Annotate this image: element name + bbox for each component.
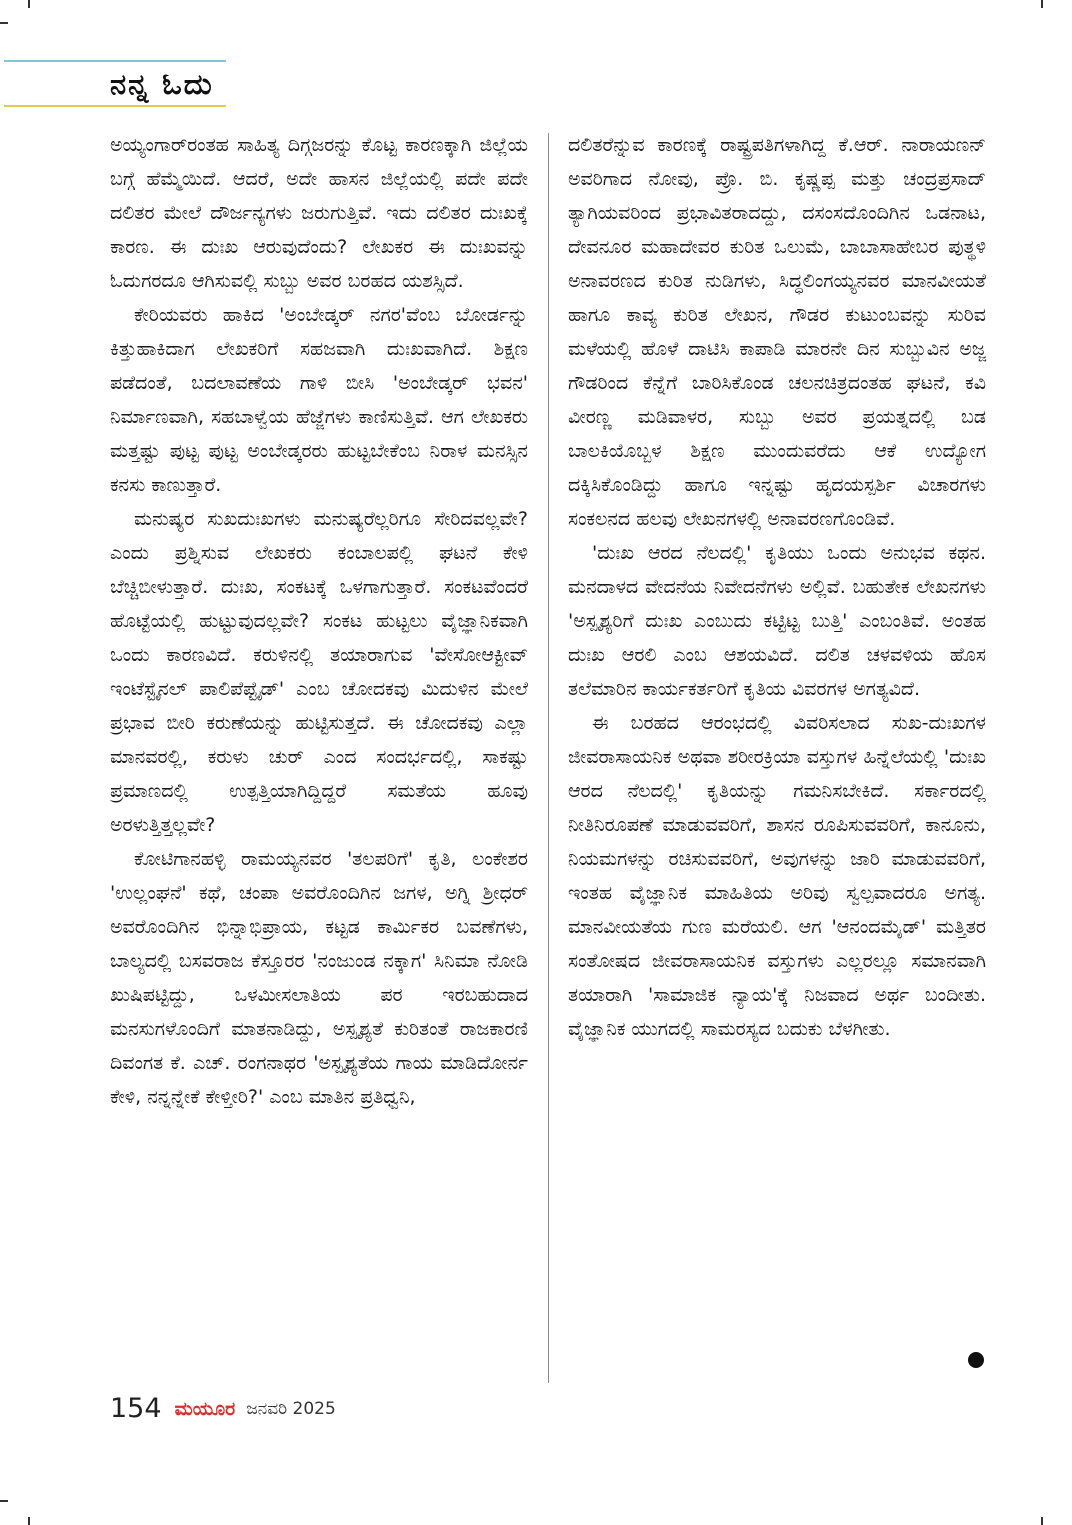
header-rule-bottom [4, 105, 226, 107]
end-of-article-icon [968, 1352, 984, 1368]
header-rule-top [4, 60, 226, 62]
paragraph: ಈ ಬರಹದ ಆರಂಭದಲ್ಲಿ ವಿವರಿಸಲಾದ ಸುಖ-ದುಃಖಗಳ ಜೀವರಾಸಾಯನಿಕ ಅಥವಾ ಶರೀರಕ್ರಿಯಾ ವಸ್ತುಗಳ ಹಿನ್ನೆಲೆಯಲ್ಲಿ 'ದುಃಖ ಆರದ ನೆಲದಲ್ಲಿ' ಕೃತಿಯನ್ನು ಗಮನಿಸಬೇಕಿದೆ. ಸರ್ಕಾರದಲ್ಲಿ ನೀತಿನಿರೂಪಣೆ ಮಾಡುವವರಿಗೆ, ಶಾಸನ ರೂಪಿಸುವವರಿಗೆ, ಕಾನೂನು, ನಿಯಮಗಳನ್ನು ರಚಿಸುವವರಿಗೆ, ಅವುಗಳನ್ನು ಜಾರಿ ಮಾಡುವವರಿಗೆ, ಇಂತಹ ವೈಜ್ಞಾನಿಕ ಮಾಹಿತಿಯ ಅರಿವು ಸ್ವಲ್ಪವಾದರೂ ಅಗತ್ಯ. ಮಾನವೀಯತೆಯ ಗುಣ ಮರೆಯಲಿ. ಆಗ 'ಆನಂದಮೈಡ್' ಮತ್ತಿತರ ಸಂತೋಷದ ಜೀವರಾಸಾಯನಿಕ ವಸ್ತುಗಳು ಎಲ್ಲರಲ್ಲೂ ಸಮಾನವಾಗಿ ತಯಾರಾಗಿ 'ಸಾಮಾಜಿಕ ನ್ಯಾಯ'ಕ್ಕೆ ನಿಜವಾದ ಅರ್ಥ ಬಂದೀತು. ವೈಜ್ಞಾನಿಕ ಯುಗದಲ್ಲಿ ಸಾಮರಸ್ಯದ ಬದುಕು ಬೆಳಗೀತು. [568, 712, 986, 1040]
paragraph: ಕೋಟಿಗಾನಹಳ್ಳಿ ರಾಮಯ್ಯನವರ 'ತಲಪರಿಗೆ' ಕೃತಿ, ಲಂಕೇಶರ 'ಉಲ್ಲಂಘನೆ' ಕಥೆ, ಚಂಪಾ ಅವರೊಂದಿಗಿನ ಜಗಳ, ಅಗ್ನಿ ಶ್ರೀಧರ್ ಅವರೊಂದಿಗಿನ ಭಿನ್ನಾಭಿಪ್ರಾಯ, ಕಟ್ಟಡ ಕಾರ್ಮಿಕರ ಬವಣೆಗಳು, ಬಾಲ್ಯದಲ್ಲಿ ಬಸವರಾಜ ಕೆಸ್ತೂರರ 'ನಂಜುಂಡ ನಕ್ಕಾಗ' ಸಿನಿಮಾ ನೋಡಿ ಖುಷಿಪಟ್ಟಿದ್ದು, ಒಳಮೀಸಲಾತಿಯ ಪರ ಇರಬಹುದಾದ ಮನಸುಗಳೊಂದಿಗೆ ಮಾತನಾಡಿದ್ದು, ಅಸ್ಪೃಶ್ಯತೆ ಕುರಿತಂತೆ ರಾಜಕಾರಣಿ ದಿವಂಗತ ಕೆ. ಎಚ್. ರಂಗನಾಥರ 'ಅಸ್ಪೃಶ್ಯತೆಯ ಗಾಯ ಮಾಡಿದೋರ್ನ ಕೇಳಿ, ನನ್ನನ್ನೇಕೆ ಕೇಳ್ತೀರಿ?' ಎಂಬ ಮಾತಿನ ಪ್ರತಿಧ್ವನಿ, [110, 848, 528, 1108]
right-column [568, 128, 986, 1046]
left-column [110, 128, 528, 1114]
crop-mark [28, 1517, 30, 1525]
crop-mark [0, 1500, 8, 1502]
column-divider [548, 133, 549, 1383]
crop-mark [1041, 0, 1043, 8]
paragraph: ದಲಿತರೆನ್ನುವ ಕಾರಣಕ್ಕೆ ರಾಷ್ಟ್ರಪತಿಗಳಾಗಿದ್ದ ಕೆ.ಆರ್. ನಾರಾಯಣನ್ ಅವರಿಗಾದ ನೋವು, ಪ್ರೊ. ಬಿ. ಕೃಷ್ಣಪ್ಪ ಮತ್ತು ಚಂದ್ರಪ್ರಸಾದ್ ತ್ಯಾಗಿಯವರಿಂದ ಪ್ರಭಾವಿತರಾದದ್ದು, ದಸಂಸದೊಂದಿಗಿನ ಒಡನಾಟ, ದೇವನೂರ ಮಹಾದೇವರ ಕುರಿತ ಒಲುಮೆ, ಬಾಬಾಸಾಹೇಬರ ಪುತ್ಥಳಿ ಅನಾವರಣದ ಕುರಿತ ನುಡಿಗಳು, ಸಿದ್ಧಲಿಂಗಯ್ಯನವರ ಮಾನವೀಯತೆ ಹಾಗೂ ಕಾವ್ಯ ಕುರಿತ ಲೇಖನ, ಗೌಡರ ಕುಟುಂಬವನ್ನು ಸುರಿವ ಮಳೆಯಲ್ಲಿ ಹೊಳೆ ದಾಟಿಸಿ ಕಾಪಾಡಿ ಮಾರನೇ ದಿನ ಸುಬ್ಬುವಿನ ಅಜ್ಜ ಗೌಡರಿಂದ ಕೆನ್ನೆಗೆ ಬಾರಿಸಿಕೊಂಡ ಚಲನಚಿತ್ರದಂತಹ ಘಟನೆ, ಕವಿ ವೀರಣ್ಣ ಮಡಿವಾಳರ, ಸುಬ್ಬು ಅವರ ಪ್ರಯತ್ನದಲ್ಲಿ ಬಡ ಬಾಲಕಿಯೊಬ್ಬಳ ಶಿಕ್ಷಣ ಮುಂದುವರೆದು ಆಕೆ ಉದ್ಯೋಗ ದಕ್ಕಿಸಿಕೊಂಡಿದ್ದು ಹಾಗೂ ಇನ್ನಷ್ಟು ಹೃದಯಸ್ಪರ್ಶಿ ವಿಚಾರಗಳು ಸಂಕಲನದ ಹಲವು ಲೇಖನಗಳಲ್ಲಿ ಅನಾವರಣಗೊಂಡಿವೆ. [568, 134, 986, 530]
crop-mark [1041, 1517, 1043, 1525]
paragraph: ಕೇರಿಯವರು ಹಾಕಿದ 'ಅಂಬೇಡ್ಕರ್ ನಗರ'ವೆಂಬ ಬೋರ್ಡನ್ನು ಕಿತ್ತುಹಾಕಿದಾಗ ಲೇಖಕರಿಗೆ ಸಹಜವಾಗಿ ದುಃಖವಾಗಿದೆ. ಶಿಕ್ಷಣ ಪಡೆದಂತೆ, ಬದಲಾವಣೆಯ ಗಾಳಿ ಬೀಸಿ 'ಅಂಬೇಡ್ಕರ್ ಭವನ' ನಿರ್ಮಾಣವಾಗಿ, ಸಹಬಾಳ್ವೆಯ ಹೆಜ್ಜೆಗಳು ಕಾಣಿಸುತ್ತಿವೆ. ಆಗ ಲೇಖಕರು ಮತ್ತಷ್ಟು ಪುಟ್ಟ ಪುಟ್ಟ ಅಂಬೇಡ್ಕರರು ಹುಟ್ಟಬೇಕೆಂಬ ನಿರಾಳ ಮನಸ್ಸಿನ ಕನಸು ಕಾಣುತ್ತಾರೆ. [110, 304, 528, 496]
paragraph: ಅಯ್ಯಂಗಾರ್‌ರಂತಹ ಸಾಹಿತ್ಯ ದಿಗ್ಗಜರನ್ನು ಕೊಟ್ಟ ಕಾರಣಕ್ಕಾಗಿ ಜಿಲ್ಲೆಯ ಬಗ್ಗೆ ಹೆಮ್ಮೆಯಿದೆ. ಆದರೆ, ಅದೇ ಹಾಸನ ಜಿಲ್ಲೆಯಲ್ಲಿ ಪದೇ ಪದೇ ದಲಿತರ ಮೇಲೆ ದೌರ್ಜನ್ಯಗಳು ಜರುಗುತ್ತಿವೆ. ಇದು ದಲಿತರ ದುಃಖಕ್ಕೆ ಕಾರಣ. ಈ ದುಃಖ ಆರುವುದೆಂದು? ಲೇಖಕರ ಈ ದುಃಖವನ್ನು ಓದುಗರದೂ ಆಗಿಸುವಲ್ಲಿ ಸುಬ್ಬು ಅವರ ಬರಹದ ಯಶಸ್ಸಿದೆ. [110, 134, 528, 292]
magazine-logo: ಮಯೂರ [174, 1397, 236, 1420]
paragraph: 'ದುಃಖ ಆರದ ನೆಲದಲ್ಲಿ' ಕೃತಿಯು ಒಂದು ಅನುಭವ ಕಥನ. ಮನದಾಳದ ವೇದನೆಯ ನಿವೇದನೆಗಳು ಅಲ್ಲಿವೆ. ಬಹುತೇಕ ಲೇಖನಗಳು 'ಅಸ್ಪೃಶ್ಯರಿಗೆ ದುಃಖ ಎಂಬುದು ಕಟ್ಟಿಟ್ಟ ಬುತ್ತಿ' ಎಂಬಂತಿವೆ. ಅಂತಹ ದುಃಖ ಆರಲಿ ಎಂಬ ಆಶಯವಿದೆ. ದಲಿತ ಚಳವಳಿಯ ಹೊಸ ತಲೆಮಾರಿನ ಕಾರ್ಯಕರ್ತರಿಗೆ ಕೃತಿಯ ವಿವರಗಳ ಅಗತ್ಯವಿದೆ. [568, 542, 986, 700]
page-footer [110, 1393, 336, 1427]
crop-mark [28, 0, 30, 8]
crop-mark [0, 22, 8, 24]
section-header [4, 60, 226, 108]
section-title: ನನ್ನ ಓದು [110, 67, 214, 101]
page-number: 154 [110, 1393, 162, 1424]
paragraph: ಮನುಷ್ಯರ ಸುಖದುಃಖಗಳು ಮನುಷ್ಯರೆಲ್ಲರಿಗೂ ಸೇರಿದವಲ್ಲವೇ? ಎಂದು ಪ್ರಶ್ನಿಸುವ ಲೇಖಕರು ಕಂಬಾಲಪಲ್ಲಿ ಘಟನೆ ಕೇಳಿ ಬೆಚ್ಚಿಬೀಳುತ್ತಾರೆ. ದುಃಖ, ಸಂಕಟಕ್ಕೆ ಒಳಗಾಗುತ್ತಾರೆ. ಸಂಕಟವೆಂದರೆ ಹೊಟ್ಟೆಯಲ್ಲಿ ಹುಟ್ಟುವುದಲ್ಲವೇ? ಸಂಕಟ ಹುಟ್ಟಲು ವೈಜ್ಞಾನಿಕವಾಗಿ ಒಂದು ಕಾರಣವಿದೆ. ಕರುಳಿನಲ್ಲಿ ತಯಾರಾಗುವ 'ವೇಸೋಆಕ್ಟೀವ್ ಇಂಟೆಸ್ಟೈನಲ್ ಪಾಲಿಪೆಪ್ಟೈಡ್' ಎಂಬ ಚೋದಕವು ಮಿದುಳಿನ ಮೇಲೆ ಪ್ರಭಾವ ಬೀರಿ ಕರುಣೆಯನ್ನು ಹುಟ್ಟಿಸುತ್ತದೆ. ಈ ಚೋದಕವು ಎಲ್ಲಾ ಮಾನವರಲ್ಲಿ, ಕರುಳು ಚುರ್ ಎಂದ ಸಂದರ್ಭದಲ್ಲಿ, ಸಾಕಷ್ಟು ಪ್ರಮಾಣದಲ್ಲಿ ಉತ್ಪತ್ತಿಯಾಗಿದ್ದಿದ್ದರೆ ಸಮತೆಯ ಹೂವು ಅರಳುತ್ತಿತ್ತಲ್ಲವೇ? [110, 508, 528, 836]
issue-date: ಜನವರಿ 2025 [246, 1398, 336, 1419]
